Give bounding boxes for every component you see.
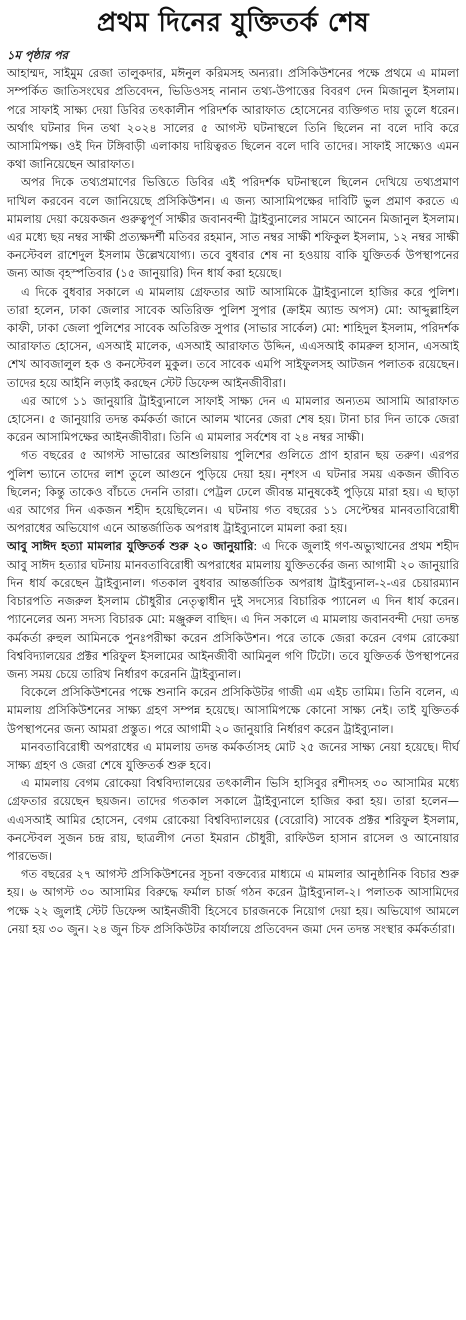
article-headline: প্রথম দিনের যুক্তিতর্ক শেষ [96, 8, 370, 38]
article-paragraph: আহাম্মদ, সাইমুম রেজা তালুকদার, মঈনুল করিমসহ অন্যরা। প্রসিকিউশনের পক্ষে প্রথমে এ মামলা সম্পর্কিত জাতিসংঘের প্রতিবেদন, ভিডিওসহ নানান তথ্য-উপাত্তের বিবরণ দেন মিজানুল ইসলাম। পরে সাফাই সাক্ষ্য দেয়া ডিবির তৎকালীন পরিদর্শক আরাফাত হোসেনের ব্যক্তিগত দায় তুলে ধরেন। অর্থাৎ ঘটনার দিন তথা ২০২৪ সালের ৫ আগস্ট ঘটনাস্থলে তিনি ছিলেন না বলে দাবি করে আসামিপক্ষ। ওই দিন টঙ্গিবাড়ী এলাকায় দায়িত্বরত ছিলেন বলে দাবি তাদের। সাফাই সাক্ষ্যেও এমন কথা জানিয়েছেন আরাফাত। [7, 66, 459, 172]
continuation-label: ১ম পৃষ্ঠার পর [7, 48, 68, 62]
subsection-paragraph [7, 537, 459, 683]
subsection-heading: আবু সাঈদ হত্যা মামলার যুক্তিতর্ক শুরু ২০ জানুয়ারি [7, 539, 254, 554]
subsection-body: : এ দিকে জুলাই গণ-অভ্যুত্থানের প্রথম শহীদ আবু সাঈদ হত্যার ঘটনায় মানবতাবিরোধী অপরাধের মামলায় যুক্তিতর্কের জন্য আগামী ২০ জানুয়ারি দিন ধার্য করেছেন ট্রাইব্যুনাল। গতকাল বুধবার আন্তর্জাতিক অপরাধ ট্রাইব্যুনাল-২-এর চেয়ারম্যান বিচারপতি নজরুল ইসলাম চৌধুরীর নেতৃত্বাধীন দুই সদস্যের বিচারিক প্যানেল এ দিন ধার্য করেন। প্যানেলের অন্য সদস্য বিচারক মো: মঞ্জুরুল বাছিদ। এ দিন সকালে এ মামলায় জবানবন্দী দেয়া তদন্ত কর্মকর্তা রুহুল আমিনকে পুনঃপরীক্ষা করেন প্রসিকিউশন। পরে তাকে জেরা করেন বেগম রোকেয়া বিশ্ববিদ্যালয়ের প্রক্টর শরিফুল ইসলামের আইনজীবী আমিনুল গণি টিটো। তবে যুক্তিতর্ক উপস্থাপনের জন্য সময় চেয়ে তারিখ নির্ধারণ করেননি ট্রাইব্যুনাল। [7, 539, 459, 681]
article-paragraph: মানবতাবিরোধী অপরাধের এ মামলায় তদন্ত কর্মকর্তাসহ মোট ২৫ জনের সাক্ষ্য নেয়া হয়েছে। দীর্ঘ সাক্ষ্য গ্রহণ ও জেরা শেষে যুক্তিতর্ক শুরু হবে। [7, 739, 459, 772]
article-paragraph: অপর দিকে তথ্যপ্রমাণের ভিত্তিতে ডিবির এই পরিদর্শক ঘটনাস্থলে ছিলেন দেখিয়ে তথ্যপ্রমাণ দাখিল করবেন বলে জানিয়েছে প্রসিকিউশন। এ জন্য আসামিপক্ষের দাবিটি ভুল প্রমাণ করতে এ মামলায় দেয়া কয়েকজন গুরুত্বপূর্ণ সাক্ষীর জবানবন্দী ট্রাইব্যুনালের সামনে আনেন মিজানুল ইসলাম। এর মধ্যে ছয় নম্বর সাক্ষী প্রত্যক্ষদর্শী মতিবর রহমান, সাত নম্বর সাক্ষী শফিকুল ইসলাম, ১২ নম্বর সাক্ষী কনস্টেবল রাশেদুল ইসলাম উল্লেখযোগ্য। তবে বুধবার শেষ না হওয়ায় বাকি যুক্তিতর্ক উপস্থাপনের জন্য আজ বৃহস্পতিবার (১৫ জানুয়ারি) দিন ধার্য করা হয়েছে। [7, 175, 459, 281]
article-paragraph: গত বছরের ৫ আগস্ট সাভারের আশুলিয়ায় পুলিশের গুলিতে প্রাণ হারান ছয় তরুণ। এরপর পুলিশ ভ্যানে তাদের লাশ তুলে আগুনে পুড়িয়ে দেয়া হয়। নৃশংস এ ঘটনার সময় একজন জীবিত ছিলেন; কিন্তু তাকেও বাঁচতে দেননি তারা। পেট্রল ঢেলে জীবন্ত মানুষকেই পুড়িয়ে মারা হয়। এ ছাড়া এর আগের দিন একজন শহীদ হয়েছিলেন। এ ঘটনায় গত বছরের ১১ সেপ্টেম্বর মানবতাবিরোধী অপরাধের অভিযোগ এনে আন্তর্জাতিক অপরাধ ট্রাইব্যুনালে মামলা করা হয়। [7, 448, 459, 536]
article-paragraph: এর আগে ১১ জানুয়ারি ট্রাইব্যুনালে সাফাই সাক্ষ্য দেন এ মামলার অন্যতম আসামি আরাফাত হোসেন। ৫ জানুয়ারি তদন্ত কর্মকর্তা জানে আলম খানের জেরা শেষ হয়। টানা চার দিন তাকে জেরা করেন আসামিপক্ষের আইনজীবীরা। তিনি এ মামলার সর্বশেষ বা ২৪ নম্বর সাক্ষী। [7, 393, 459, 445]
article-paragraph: এ দিকে বুধবার সকালে এ মামলায় গ্রেফতার আট আসামিকে ট্রাইব্যুনালে হাজির করে পুলিশ। তারা হলেন, ঢাকা জেলার সাবেক অতিরিক্ত পুলিশ সুপার (ক্রাইম অ্যান্ড অপস) মো: আব্দুল্লাহিল কাফী, ঢাকা জেলা পুলিশের সাবেক অতিরিক্ত সুপার (সাভার সার্কেল) মো: শাহিদুল ইসলাম, পরিদর্শক আরাফাত হোসেন, এসআই মালেক, এসআই আরাফাত উদ্দিন, এএসআই কামরুল হাসান, এসআই শেখ আবজালুল হক ও কনস্টেবল মুকুল। তবে সাবেক এমপি সাইফুলসহ আটজন পলাতক রয়েছেন। তাদের হয়ে আইনি লড়াই করছেন স্টেট ডিফেন্স আইনজীবীরা। [7, 284, 459, 390]
article-paragraph: বিকেলে প্রসিকিউশনের পক্ষে শুনানি করেন প্রসিকিউটর গাজী এম এইচ তামিম। তিনি বলেন, এ মামলায় প্রসিকিউশনের সাক্ষ্য গ্রহণ সম্পন্ন হয়েছে। আসামিপক্ষে কোনো সাক্ষ্য নেই। তাই যুক্তিতর্ক উপস্থাপনের জন্য আমরা প্রস্তুত। পরে আগামী ২০ জানুয়ারি নির্ধারণ করেন ট্রাইব্যুনাল। [7, 685, 459, 736]
article-paragraph: এ মামলায় বেগম রোকেয়া বিশ্ববিদ্যালয়ের তৎকালীন ভিসি হাসিবুর রশীদসহ ৩০ আসামির মধ্যে গ্রেফতার রয়েছেন ছয়জন। তাদের গতকাল সকালে ট্রাইব্যুনালে হাজির করা হয়। তারা হলেন— এএসআই আমির হোসেন, বেগম রোকেয়া বিশ্ববিদ্যালয়ের (বেরোবি) সাবেক প্রক্টর শরিফুল ইসলাম, কনস্টেবল সুজন চন্দ্র রায়, ছাত্রলীগ নেতা ইমরান চৌধুরী, রাফিউল হাসান রাসেল ও আনোয়ার পারভেজ। [7, 776, 459, 863]
article-paragraph: গত বছরের ২৭ আগস্ট প্রসিকিউশনের সূচনা বক্তব্যের মাধ্যমে এ মামলার আনুষ্ঠানিক বিচার শুরু হয়। ৬ আগস্ট ৩০ আসামির বিরুদ্ধে ফর্মাল চার্জ গঠন করেন ট্রাইব্যুনাল-২। পলাতক আসামিদের পক্ষে ২২ জুলাই স্টেট ডিফেন্স আইনজীবী হিসেবে চারজনকে নিয়োগ দেয়া হয়। অভিযোগ আমলে নেয়া হয় ৩০ জুন। ২৪ জুন চিফ প্রসিকিউটর কার্যালয়ে প্রতিবেদন জমা দেন তদন্ত সংস্থার কর্মকর্তারা। [7, 867, 459, 936]
